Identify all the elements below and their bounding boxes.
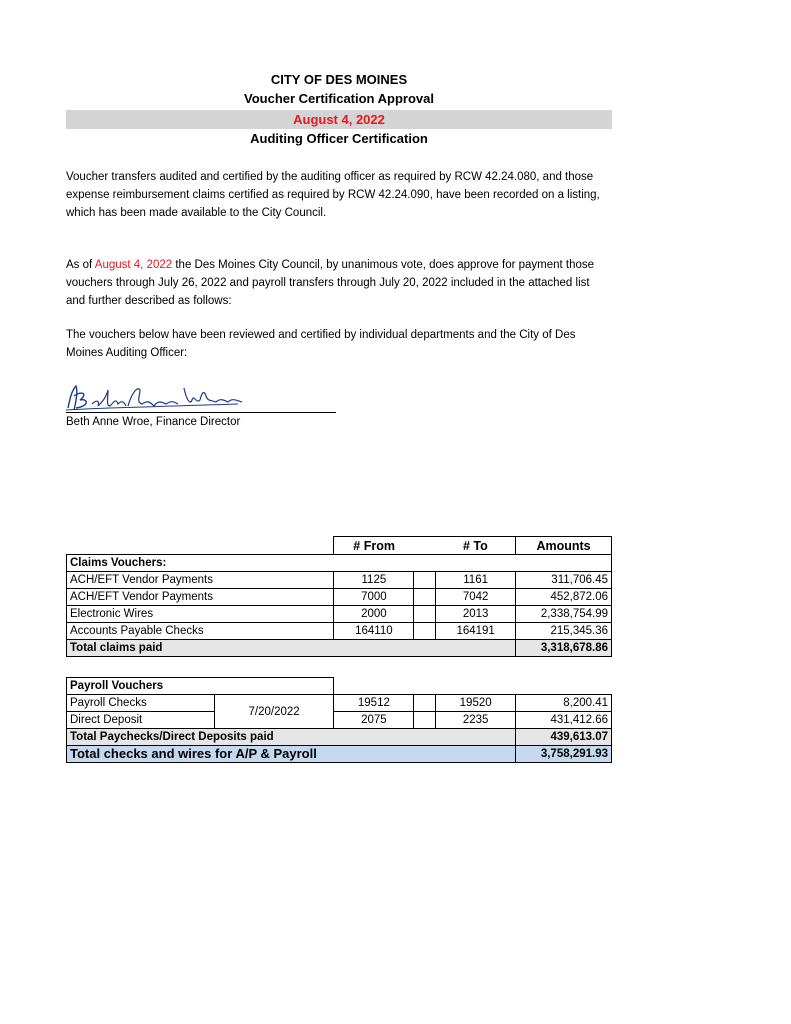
- approval-paragraph: [66, 256, 606, 310]
- row-from: 164110: [334, 623, 414, 640]
- row-amount: 215,345.36: [516, 623, 612, 640]
- approval-prefix: As of: [66, 259, 95, 271]
- claims-total-amount: 3,318,678.86: [516, 640, 612, 657]
- row-label: Accounts Payable Checks: [67, 623, 334, 640]
- payroll-section-label: Payroll Vouchers: [67, 678, 334, 695]
- table-row: [67, 695, 612, 712]
- row-to: 1161: [436, 572, 516, 589]
- document-title: Voucher Certification Approval: [244, 91, 434, 106]
- payroll-section-row: [67, 678, 612, 695]
- review-paragraph: The vouchers below have been reviewed and certified by individual departments and the City of Des Moines Auditing Officer:: [66, 329, 576, 359]
- col-to-header: # To: [436, 537, 516, 555]
- approval-text: the Des Moines City Council, by unanimous vote, does approve for payment those vouchers through July 26, 2022 and payroll transfers through July 20, 2022 included in the attached list and further described as follows:: [66, 259, 595, 307]
- row-from: 19512: [334, 695, 414, 712]
- signatory-name: Beth Anne Wroe, Finance Director: [66, 416, 241, 428]
- signature-line: [66, 412, 336, 413]
- row-label: Payroll Checks: [67, 695, 215, 712]
- claims-total-label: Total claims paid: [67, 640, 516, 657]
- grand-total-label: Total checks and wires for A/P & Payroll: [67, 746, 516, 763]
- document-date: August 4, 2022: [66, 110, 612, 129]
- row-to: 164191: [436, 623, 516, 640]
- grand-total-row: [67, 746, 612, 763]
- row-amount: 8,200.41: [516, 695, 612, 712]
- payroll-date: 7/20/2022: [214, 695, 334, 729]
- payroll-total-row: [67, 729, 612, 746]
- handwritten-signature: [62, 380, 262, 414]
- col-amounts-header: Amounts: [516, 537, 612, 555]
- row-amount: 2,338,754.99: [516, 606, 612, 623]
- table-row: [67, 606, 612, 623]
- row-from: 7000: [334, 589, 414, 606]
- row-from: 1125: [334, 572, 414, 589]
- payroll-table: [66, 677, 612, 763]
- row-amount: 311,706.45: [516, 572, 612, 589]
- payroll-total-label: Total Paychecks/Direct Deposits paid: [67, 729, 516, 746]
- claims-section-label: Claims Vouchers:: [67, 555, 612, 572]
- claims-header-row: [67, 537, 612, 555]
- row-label: ACH/EFT Vendor Payments: [67, 589, 334, 606]
- row-to: 2235: [436, 712, 516, 729]
- approval-date: August 4, 2022: [94, 259, 173, 271]
- claims-total-row: [67, 640, 612, 657]
- row-to: 7042: [436, 589, 516, 606]
- row-from: 2075: [334, 712, 414, 729]
- payroll-total-amount: 439,613.07: [516, 729, 612, 746]
- row-from: 2000: [334, 606, 414, 623]
- document-subtitle: Auditing Officer Certification: [250, 131, 428, 146]
- col-from-header: # From: [334, 537, 414, 555]
- row-label: Direct Deposit: [67, 712, 215, 729]
- grand-total-amount: 3,758,291.93: [516, 746, 612, 763]
- table-row: [67, 572, 612, 589]
- claims-section-row: [67, 555, 612, 572]
- org-name: CITY OF DES MOINES: [270, 72, 408, 87]
- row-to: 2013: [436, 606, 516, 623]
- row-label: Electronic Wires: [67, 606, 334, 623]
- claims-table: [66, 536, 612, 657]
- table-row: [67, 623, 612, 640]
- certification-paragraph: Voucher transfers audited and certified by the auditing officer as required by RCW 42.24.080, and those expense reimbursement claims certified as required by RCW 42.24.090, have been recorded on a listing, which has been made available to the City Council.: [66, 171, 600, 219]
- table-row: [67, 589, 612, 606]
- row-amount: 452,872.06: [516, 589, 612, 606]
- row-to: 19520: [436, 695, 516, 712]
- row-label: ACH/EFT Vendor Payments: [67, 572, 334, 589]
- row-amount: 431,412.66: [516, 712, 612, 729]
- table-row: [67, 712, 612, 729]
